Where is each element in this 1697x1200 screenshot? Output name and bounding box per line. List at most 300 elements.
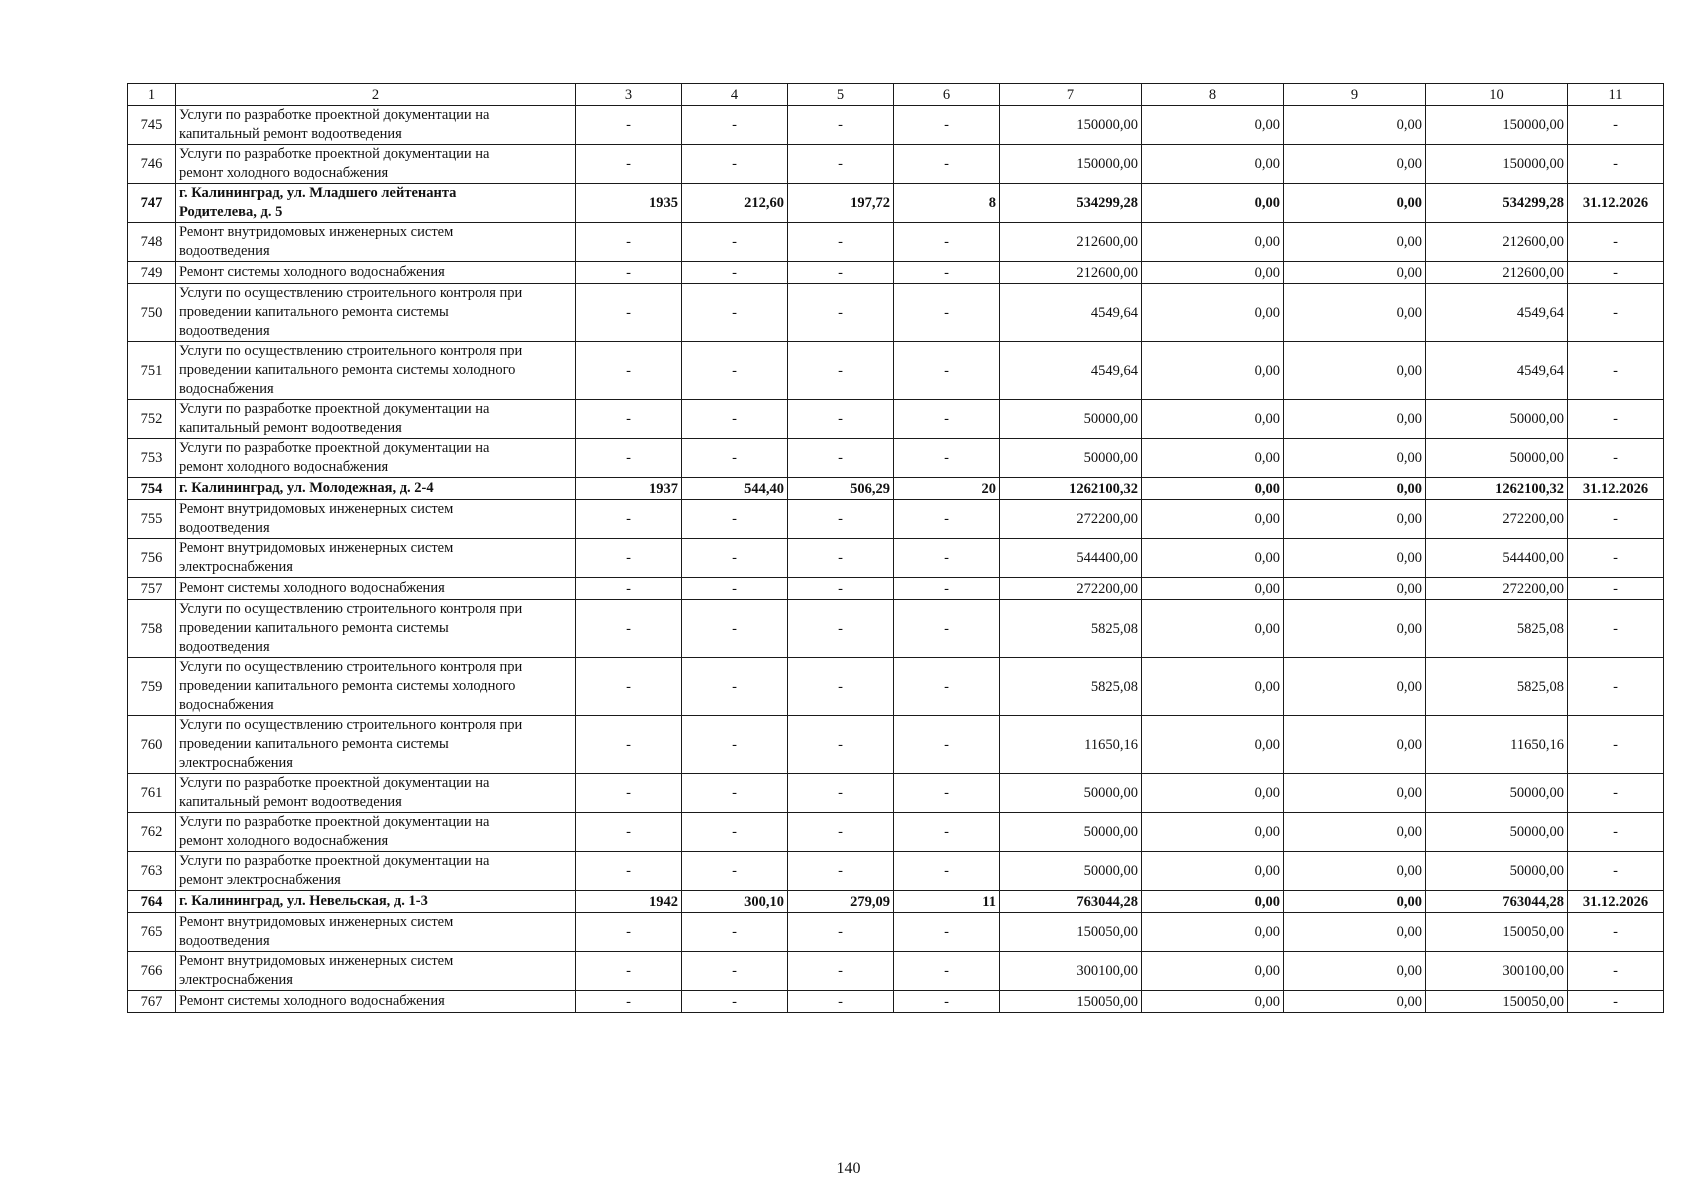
row-number: 748 xyxy=(128,223,176,262)
description-line: Услуги по разработке проектной документации на xyxy=(179,107,490,123)
row-description xyxy=(176,184,576,223)
cell-col-6: - xyxy=(894,716,1000,774)
description-line: Услуги по осуществлению строительного контроля при xyxy=(179,343,523,359)
cell-col-7: 150000,00 xyxy=(1000,106,1142,145)
description-line: электроснабжения xyxy=(179,559,293,575)
cell-col-7: 544400,00 xyxy=(1000,539,1142,578)
cell-col-6: - xyxy=(894,342,1000,400)
row-description xyxy=(176,262,576,284)
row-description xyxy=(176,478,576,500)
cell-col-8: 0,00 xyxy=(1142,284,1284,342)
row-number: 749 xyxy=(128,262,176,284)
col-header-1: 1 xyxy=(128,84,176,106)
description-line: Услуги по разработке проектной документации на xyxy=(179,401,490,417)
description-line: ремонт холодного водоснабжения xyxy=(179,165,389,181)
cell-col-6: - xyxy=(894,813,1000,852)
cell-col-9: 0,00 xyxy=(1284,913,1426,952)
cell-col-10: 5825,08 xyxy=(1426,658,1568,716)
cell-col-4: - xyxy=(682,145,788,184)
cell-col-5: - xyxy=(788,952,894,991)
cell-col-4: - xyxy=(682,716,788,774)
cell-col-9: 0,00 xyxy=(1284,106,1426,145)
table-row xyxy=(128,284,1664,342)
cell-col-11: - xyxy=(1568,774,1664,813)
cell-col-7: 4549,64 xyxy=(1000,284,1142,342)
cell-col-9: 0,00 xyxy=(1284,578,1426,600)
cell-col-8: 0,00 xyxy=(1142,223,1284,262)
description-line: проведении капитального ремонта системы холодного xyxy=(179,362,516,378)
cell-col-11: - xyxy=(1568,145,1664,184)
cell-col-4: - xyxy=(682,262,788,284)
cell-col-10: 50000,00 xyxy=(1426,439,1568,478)
description-line: водоснабжения xyxy=(179,697,274,713)
description-line: водоотведения xyxy=(179,933,270,949)
row-description xyxy=(176,500,576,539)
description-line: проведении капитального ремонта системы xyxy=(179,736,449,752)
cell-col-11: - xyxy=(1568,813,1664,852)
cell-col-10: 272200,00 xyxy=(1426,578,1568,600)
table-row xyxy=(128,852,1664,891)
cell-col-4: - xyxy=(682,342,788,400)
cell-col-9: 0,00 xyxy=(1284,500,1426,539)
col-header-7: 7 xyxy=(1000,84,1142,106)
cell-col-3: - xyxy=(576,578,682,600)
cell-col-7: 272200,00 xyxy=(1000,500,1142,539)
row-number: 767 xyxy=(128,991,176,1013)
description-line: Ремонт внутридомовых инженерных систем xyxy=(179,914,454,930)
cell-col-3: 1937 xyxy=(576,478,682,500)
description-line: Ремонт системы холодного водоснабжения xyxy=(179,264,445,280)
cell-col-9: 0,00 xyxy=(1284,184,1426,223)
cell-col-6: - xyxy=(894,223,1000,262)
row-description xyxy=(176,913,576,952)
cell-col-6: 8 xyxy=(894,184,1000,223)
cell-col-6: - xyxy=(894,952,1000,991)
cell-col-8: 0,00 xyxy=(1142,600,1284,658)
cell-col-9: 0,00 xyxy=(1284,478,1426,500)
col-header-11: 11 xyxy=(1568,84,1664,106)
cell-col-9: 0,00 xyxy=(1284,439,1426,478)
cell-col-8: 0,00 xyxy=(1142,578,1284,600)
col-header-2: 2 xyxy=(176,84,576,106)
cell-col-4: - xyxy=(682,813,788,852)
row-description xyxy=(176,716,576,774)
cell-col-4: - xyxy=(682,284,788,342)
row-description xyxy=(176,223,576,262)
row-number: 763 xyxy=(128,852,176,891)
row-number: 762 xyxy=(128,813,176,852)
cell-col-4: - xyxy=(682,578,788,600)
cell-col-7: 212600,00 xyxy=(1000,223,1142,262)
cell-col-9: 0,00 xyxy=(1284,223,1426,262)
cell-col-11: - xyxy=(1568,284,1664,342)
cell-col-3: - xyxy=(576,223,682,262)
description-line: водоотведения xyxy=(179,639,270,655)
cell-col-10: 763044,28 xyxy=(1426,891,1568,913)
cell-col-8: 0,00 xyxy=(1142,145,1284,184)
cell-col-5: - xyxy=(788,145,894,184)
table-row xyxy=(128,145,1664,184)
cell-col-10: 50000,00 xyxy=(1426,852,1568,891)
cell-col-9: 0,00 xyxy=(1284,813,1426,852)
cell-col-11: - xyxy=(1568,223,1664,262)
table-row xyxy=(128,342,1664,400)
cell-col-9: 0,00 xyxy=(1284,284,1426,342)
cell-col-10: 150000,00 xyxy=(1426,106,1568,145)
cell-col-8: 0,00 xyxy=(1142,500,1284,539)
cell-col-3: - xyxy=(576,952,682,991)
row-description xyxy=(176,284,576,342)
table-row xyxy=(128,716,1664,774)
row-number: 752 xyxy=(128,400,176,439)
row-number: 758 xyxy=(128,600,176,658)
cell-col-10: 4549,64 xyxy=(1426,284,1568,342)
table-row xyxy=(128,658,1664,716)
row-description xyxy=(176,891,576,913)
description-line: проведении капитального ремонта системы xyxy=(179,620,449,636)
cell-col-8: 0,00 xyxy=(1142,913,1284,952)
cell-col-10: 1262100,32 xyxy=(1426,478,1568,500)
cell-col-11: - xyxy=(1568,262,1664,284)
cell-col-11: 31.12.2026 xyxy=(1568,891,1664,913)
description-line: ремонт холодного водоснабжения xyxy=(179,459,389,475)
cell-col-5: - xyxy=(788,262,894,284)
row-description xyxy=(176,991,576,1013)
row-number: 754 xyxy=(128,478,176,500)
cell-col-3: - xyxy=(576,658,682,716)
works-table xyxy=(127,83,1664,1013)
row-number: 756 xyxy=(128,539,176,578)
cell-col-3: - xyxy=(576,500,682,539)
cell-col-4: - xyxy=(682,852,788,891)
cell-col-8: 0,00 xyxy=(1142,262,1284,284)
col-header-3: 3 xyxy=(576,84,682,106)
cell-col-6: - xyxy=(894,658,1000,716)
cell-col-4: 544,40 xyxy=(682,478,788,500)
cell-col-5: - xyxy=(788,284,894,342)
cell-col-4: - xyxy=(682,600,788,658)
row-number: 760 xyxy=(128,716,176,774)
cell-col-9: 0,00 xyxy=(1284,952,1426,991)
cell-col-7: 1262100,32 xyxy=(1000,478,1142,500)
cell-col-7: 50000,00 xyxy=(1000,774,1142,813)
cell-col-5: - xyxy=(788,106,894,145)
cell-col-10: 212600,00 xyxy=(1426,262,1568,284)
row-number: 755 xyxy=(128,500,176,539)
cell-col-8: 0,00 xyxy=(1142,991,1284,1013)
cell-col-7: 50000,00 xyxy=(1000,852,1142,891)
cell-col-10: 150000,00 xyxy=(1426,145,1568,184)
page-number: 140 xyxy=(836,1160,861,1177)
cell-col-7: 50000,00 xyxy=(1000,813,1142,852)
row-number: 751 xyxy=(128,342,176,400)
col-header-4: 4 xyxy=(682,84,788,106)
cell-col-7: 150000,00 xyxy=(1000,145,1142,184)
description-line: капитальный ремонт водоотведения xyxy=(179,420,402,436)
cell-col-4: 300,10 xyxy=(682,891,788,913)
cell-col-9: 0,00 xyxy=(1284,539,1426,578)
cell-col-9: 0,00 xyxy=(1284,400,1426,439)
row-number: 745 xyxy=(128,106,176,145)
column-header-row xyxy=(128,84,1664,106)
cell-col-8: 0,00 xyxy=(1142,658,1284,716)
row-number: 759 xyxy=(128,658,176,716)
description-line: электроснабжения xyxy=(179,755,293,771)
cell-col-7: 11650,16 xyxy=(1000,716,1142,774)
description-line: Услуги по осуществлению строительного контроля при xyxy=(179,717,523,733)
description-line: водоснабжения xyxy=(179,381,274,397)
row-number: 766 xyxy=(128,952,176,991)
row-description xyxy=(176,145,576,184)
cell-col-4: - xyxy=(682,106,788,145)
description-line: Ремонт системы холодного водоснабжения xyxy=(179,993,445,1009)
table-row xyxy=(128,774,1664,813)
cell-col-7: 150050,00 xyxy=(1000,991,1142,1013)
cell-col-10: 11650,16 xyxy=(1426,716,1568,774)
cell-col-5: - xyxy=(788,439,894,478)
cell-col-7: 272200,00 xyxy=(1000,578,1142,600)
row-description xyxy=(176,439,576,478)
cell-col-5: 279,09 xyxy=(788,891,894,913)
cell-col-8: 0,00 xyxy=(1142,439,1284,478)
cell-col-6: - xyxy=(894,106,1000,145)
cell-col-6: - xyxy=(894,578,1000,600)
cell-col-6: - xyxy=(894,991,1000,1013)
cell-col-8: 0,00 xyxy=(1142,774,1284,813)
cell-col-3: - xyxy=(576,600,682,658)
cell-col-9: 0,00 xyxy=(1284,991,1426,1013)
cell-col-5: - xyxy=(788,500,894,539)
cell-col-11: 31.12.2026 xyxy=(1568,478,1664,500)
cell-col-3: - xyxy=(576,400,682,439)
table-row xyxy=(128,600,1664,658)
description-line: Услуги по осуществлению строительного контроля при xyxy=(179,659,523,675)
description-line: ремонт холодного водоснабжения xyxy=(179,833,389,849)
cell-col-9: 0,00 xyxy=(1284,262,1426,284)
cell-col-11: - xyxy=(1568,439,1664,478)
row-description xyxy=(176,600,576,658)
cell-col-8: 0,00 xyxy=(1142,852,1284,891)
cell-col-4: - xyxy=(682,952,788,991)
table-row xyxy=(128,500,1664,539)
description-line: Услуги по разработке проектной документации на xyxy=(179,853,490,869)
col-header-5: 5 xyxy=(788,84,894,106)
row-number: 757 xyxy=(128,578,176,600)
cell-col-3: - xyxy=(576,813,682,852)
cell-col-10: 544400,00 xyxy=(1426,539,1568,578)
description-line: Ремонт внутридомовых инженерных систем xyxy=(179,953,454,969)
cell-col-3: - xyxy=(576,145,682,184)
cell-col-8: 0,00 xyxy=(1142,184,1284,223)
cell-col-10: 50000,00 xyxy=(1426,400,1568,439)
address-row xyxy=(128,891,1664,913)
row-number: 753 xyxy=(128,439,176,478)
cell-col-11: - xyxy=(1568,106,1664,145)
cell-col-11: - xyxy=(1568,578,1664,600)
row-description xyxy=(176,952,576,991)
cell-col-3: - xyxy=(576,716,682,774)
col-header-6: 6 xyxy=(894,84,1000,106)
cell-col-11: - xyxy=(1568,913,1664,952)
row-number: 746 xyxy=(128,145,176,184)
description-line: капитальный ремонт водоотведения xyxy=(179,126,402,142)
cell-col-3: - xyxy=(576,539,682,578)
cell-col-5: - xyxy=(788,813,894,852)
description-line: электроснабжения xyxy=(179,972,293,988)
cell-col-7: 763044,28 xyxy=(1000,891,1142,913)
cell-col-3: - xyxy=(576,852,682,891)
row-description xyxy=(176,342,576,400)
cell-col-8: 0,00 xyxy=(1142,400,1284,439)
cell-col-4: - xyxy=(682,223,788,262)
description-line: г. Калининград, ул. Молодежная, д. 2-4 xyxy=(179,480,434,496)
cell-col-3: - xyxy=(576,774,682,813)
description-line: водоотведения xyxy=(179,323,270,339)
cell-col-6: - xyxy=(894,852,1000,891)
cell-col-4: - xyxy=(682,500,788,539)
cell-col-4: - xyxy=(682,913,788,952)
cell-col-4: - xyxy=(682,774,788,813)
row-description xyxy=(176,400,576,439)
cell-col-6: - xyxy=(894,774,1000,813)
cell-col-9: 0,00 xyxy=(1284,716,1426,774)
cell-col-10: 272200,00 xyxy=(1426,500,1568,539)
cell-col-8: 0,00 xyxy=(1142,106,1284,145)
cell-col-8: 0,00 xyxy=(1142,342,1284,400)
table-row xyxy=(128,813,1664,852)
cell-col-10: 5825,08 xyxy=(1426,600,1568,658)
cell-col-7: 300100,00 xyxy=(1000,952,1142,991)
cell-col-6: - xyxy=(894,284,1000,342)
cell-col-7: 50000,00 xyxy=(1000,439,1142,478)
row-number: 747 xyxy=(128,184,176,223)
cell-col-8: 0,00 xyxy=(1142,478,1284,500)
cell-col-9: 0,00 xyxy=(1284,658,1426,716)
cell-col-4: - xyxy=(682,439,788,478)
cell-col-10: 50000,00 xyxy=(1426,813,1568,852)
cell-col-6: - xyxy=(894,400,1000,439)
address-row xyxy=(128,478,1664,500)
cell-col-3: 1935 xyxy=(576,184,682,223)
cell-col-6: 20 xyxy=(894,478,1000,500)
cell-col-11: - xyxy=(1568,539,1664,578)
cell-col-11: - xyxy=(1568,400,1664,439)
description-line: водоотведения xyxy=(179,243,270,259)
description-line: водоотведения xyxy=(179,520,270,536)
cell-col-8: 0,00 xyxy=(1142,813,1284,852)
cell-col-3: - xyxy=(576,913,682,952)
cell-col-6: - xyxy=(894,145,1000,184)
description-line: Услуги по разработке проектной документации на xyxy=(179,440,490,456)
description-line: Родителева, д. 5 xyxy=(179,204,283,220)
cell-col-3: - xyxy=(576,439,682,478)
table-row xyxy=(128,539,1664,578)
description-line: проведении капитального ремонта системы холодного xyxy=(179,678,516,694)
cell-col-5: - xyxy=(788,913,894,952)
description-line: Ремонт системы холодного водоснабжения xyxy=(179,580,445,596)
cell-col-9: 0,00 xyxy=(1284,891,1426,913)
description-line: г. Калининград, ул. Невельская, д. 1-3 xyxy=(179,893,428,909)
description-line: капитальный ремонт водоотведения xyxy=(179,794,402,810)
cell-col-5: - xyxy=(788,658,894,716)
cell-col-6: - xyxy=(894,539,1000,578)
table-row xyxy=(128,262,1664,284)
table-row xyxy=(128,439,1664,478)
cell-col-9: 0,00 xyxy=(1284,600,1426,658)
cell-col-8: 0,00 xyxy=(1142,952,1284,991)
cell-col-11: - xyxy=(1568,600,1664,658)
col-header-10: 10 xyxy=(1426,84,1568,106)
cell-col-9: 0,00 xyxy=(1284,145,1426,184)
cell-col-3: - xyxy=(576,991,682,1013)
cell-col-7: 5825,08 xyxy=(1000,600,1142,658)
cell-col-6: 11 xyxy=(894,891,1000,913)
cell-col-8: 0,00 xyxy=(1142,539,1284,578)
cell-col-11: - xyxy=(1568,342,1664,400)
cell-col-7: 50000,00 xyxy=(1000,400,1142,439)
cell-col-10: 150050,00 xyxy=(1426,913,1568,952)
cell-col-5: 197,72 xyxy=(788,184,894,223)
cell-col-5: - xyxy=(788,539,894,578)
row-description xyxy=(176,813,576,852)
cell-col-11: - xyxy=(1568,952,1664,991)
cell-col-8: 0,00 xyxy=(1142,891,1284,913)
cell-col-6: - xyxy=(894,500,1000,539)
cell-col-10: 300100,00 xyxy=(1426,952,1568,991)
cell-col-5: - xyxy=(788,223,894,262)
description-line: Ремонт внутридомовых инженерных систем xyxy=(179,540,454,556)
cell-col-5: - xyxy=(788,400,894,439)
cell-col-8: 0,00 xyxy=(1142,716,1284,774)
cell-col-5: - xyxy=(788,716,894,774)
cell-col-11: - xyxy=(1568,991,1664,1013)
cell-col-3: - xyxy=(576,284,682,342)
cell-col-10: 534299,28 xyxy=(1426,184,1568,223)
cell-col-6: - xyxy=(894,262,1000,284)
cell-col-6: - xyxy=(894,913,1000,952)
cell-col-11: - xyxy=(1568,658,1664,716)
row-description xyxy=(176,658,576,716)
cell-col-6: - xyxy=(894,600,1000,658)
cell-col-5: - xyxy=(788,774,894,813)
cell-col-10: 212600,00 xyxy=(1426,223,1568,262)
table-row xyxy=(128,578,1664,600)
row-description xyxy=(176,106,576,145)
description-line: Ремонт внутридомовых инженерных систем xyxy=(179,224,454,240)
row-description xyxy=(176,852,576,891)
col-header-9: 9 xyxy=(1284,84,1426,106)
row-number: 750 xyxy=(128,284,176,342)
cell-col-9: 0,00 xyxy=(1284,852,1426,891)
description-line: проведении капитального ремонта системы xyxy=(179,304,449,320)
cell-col-10: 150050,00 xyxy=(1426,991,1568,1013)
cell-col-5: - xyxy=(788,600,894,658)
cell-col-4: 212,60 xyxy=(682,184,788,223)
cell-col-7: 212600,00 xyxy=(1000,262,1142,284)
table-row xyxy=(128,106,1664,145)
description-line: ремонт электроснабжения xyxy=(179,872,341,888)
col-header-8: 8 xyxy=(1142,84,1284,106)
row-description xyxy=(176,539,576,578)
cell-col-7: 4549,64 xyxy=(1000,342,1142,400)
cell-col-11: 31.12.2026 xyxy=(1568,184,1664,223)
description-line: Услуги по осуществлению строительного контроля при xyxy=(179,601,523,617)
cell-col-5: - xyxy=(788,991,894,1013)
table-row xyxy=(128,223,1664,262)
cell-col-7: 150050,00 xyxy=(1000,913,1142,952)
cell-col-5: 506,29 xyxy=(788,478,894,500)
cell-col-9: 0,00 xyxy=(1284,342,1426,400)
